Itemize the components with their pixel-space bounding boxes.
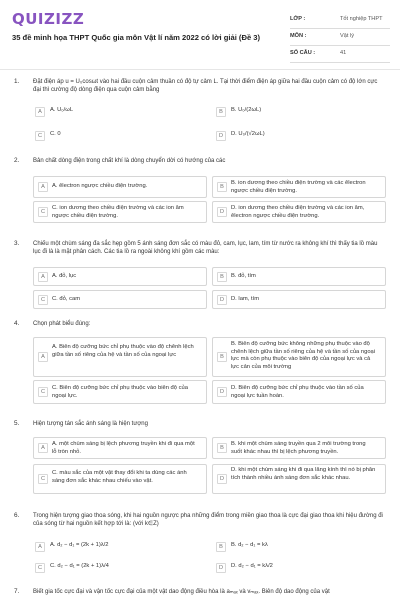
question-number: 1. xyxy=(14,78,20,85)
option-letter: B xyxy=(217,182,227,192)
option-text: B. khi một chùm sáng truyền qua 2 môi trường trong suốt khác nhau thì bị lệch phương truyền. xyxy=(231,441,366,455)
meta-value: 41 xyxy=(340,50,347,56)
option-letter: A xyxy=(38,272,48,282)
option-letter: D xyxy=(216,563,226,573)
question-number: 6. xyxy=(14,512,20,519)
option-letter: C xyxy=(35,563,45,573)
option-a[interactable] xyxy=(33,176,207,198)
option-letter: B xyxy=(217,443,227,453)
option-c[interactable] xyxy=(33,380,207,404)
option-text: B. d₂ − d₁ = kλ xyxy=(231,542,268,548)
meta-row-subject xyxy=(290,29,390,46)
question-text: Trong hiện tượng giao thoa sóng, khi hai nguồn ngược pha những điểm trong miền giao thoa là cực đại giao thoa khi hiệu đường đi của sóng từ hai nguồn kết hợp tới là: (với k∈Z) xyxy=(33,513,383,527)
option-letter: D xyxy=(217,387,227,397)
option-text: D. d₂ − d₁ = kλ/2 xyxy=(231,563,273,569)
option-text: C. Biên độ cưỡng bức chỉ phụ thuộc vào biên độ của ngoại lực. xyxy=(52,385,188,399)
option-text: D. khi một chùm sáng khi đi qua lăng kính thì nó bị phân tích thành nhiều ánh sáng đơn sắc khác nhau. xyxy=(231,467,376,481)
option-a[interactable] xyxy=(33,337,207,377)
option-a[interactable] xyxy=(33,437,207,459)
option-b[interactable] xyxy=(212,176,386,198)
document-title: 35 đề minh họa THPT Quốc gia môn Vật lí năm 2022 có lời giải (Đề 3) xyxy=(12,33,261,42)
question-number: 2. xyxy=(14,157,20,164)
option-text: B. U₀/(2ωL) xyxy=(231,107,262,113)
option-text: A. U₀/ωL xyxy=(50,107,74,113)
option-text: C. màu sắc của một vật thay đổi khi ta dùng các ánh sáng đơn sắc khác nhau chiếu vào vật. xyxy=(52,470,187,484)
option-b[interactable] xyxy=(212,267,386,286)
meta-table xyxy=(290,12,390,63)
question-text: Biết gia tốc cực đại và vận tốc cực đại của một vật dao động điều hòa là aₘₐₓ và vₘₐₓ. Biên độ dao động của vật xyxy=(33,589,330,595)
option-text: B. ion dương theo chiều điện trường và các êlectron ngược chiều điện trường. xyxy=(231,180,366,194)
question-number: 7. xyxy=(14,588,20,595)
meta-label: LỚP : xyxy=(290,16,306,22)
option-text: C. ion dương theo chiều điện trường và các ion âm ngược chiều điện trường. xyxy=(52,205,184,219)
option-letter: D xyxy=(217,295,227,305)
option-a[interactable] xyxy=(33,267,207,286)
option-text: B. Biên độ cưỡng bức không những phụ thuộc vào độ chênh lệch giữa tần số riêng của hệ và tần số của ngoại lực mà còn phụ thuộc vào biên độ của ngoại lực và cả lực cản của môi trường xyxy=(231,341,376,370)
option-letter: C xyxy=(38,207,48,217)
option-letter: C xyxy=(38,474,48,484)
option-text: B. đỏ, tím xyxy=(231,273,256,279)
option-text: C. d₂ − d₁ = (2k + 1)λ/4 xyxy=(50,563,109,569)
option-letter: B xyxy=(217,352,227,362)
question-text: Chọn phát biểu đúng: xyxy=(33,321,91,327)
option-b[interactable] xyxy=(212,337,386,377)
question-number: 4. xyxy=(14,320,20,327)
meta-value: Tốt nghiệp THPT xyxy=(340,16,383,22)
option-text: A. Biên độ cưỡng bức chỉ phụ thuộc vào độ chênh lệch giữa tần số riêng của hệ và tần số của ngoại lực xyxy=(52,344,194,358)
option-letter: A xyxy=(38,182,48,192)
option-c[interactable] xyxy=(33,464,207,494)
option-c[interactable] xyxy=(33,290,207,309)
meta-label: MÔN : xyxy=(290,33,307,39)
option-letter: B xyxy=(217,272,227,282)
option-text: D. lam, tím xyxy=(231,296,260,302)
meta-row-class xyxy=(290,12,390,29)
option-letter: D xyxy=(217,474,227,484)
option-text: C. đỏ, cam xyxy=(52,296,81,302)
option-letter: B xyxy=(216,107,226,117)
option-letter: C xyxy=(38,295,48,305)
meta-value: Vật lý xyxy=(340,33,354,39)
option-text: D. U₀/(√2ωL) xyxy=(231,131,265,137)
option-letter: D xyxy=(216,131,226,141)
option-text: A. d₂ − d₁ = (2k + 1)λ/2 xyxy=(50,542,109,548)
header-divider xyxy=(0,69,400,70)
question-number: 5. xyxy=(14,420,20,427)
option-text: A. đỏ, lục xyxy=(52,273,77,279)
option-d[interactable] xyxy=(212,464,386,494)
quizizz-logo: QUIZIZZ xyxy=(12,10,85,28)
meta-label: SỐ CÂU : xyxy=(290,50,316,56)
option-text: C. 0 xyxy=(50,131,61,137)
meta-row-count xyxy=(290,46,390,63)
option-text: A. êlectron ngược chiều điện trường. xyxy=(52,183,148,189)
option-b[interactable] xyxy=(212,437,386,459)
option-letter: C xyxy=(38,387,48,397)
option-text: D. Biên độ cưỡng bức chỉ phụ thuộc vào tần số của ngoại lực tuần hoàn. xyxy=(231,385,364,399)
question-text: Đặt điện áp u = U₀cosωt vào hai đầu cuộn cảm thuần có độ tự cảm L. Tại thời điểm điện áp giữa hai đầu cuộn cảm có độ lớn cực đại thì cường độ dòng điện qua cuộn cảm bằng xyxy=(33,79,378,93)
option-c[interactable] xyxy=(33,201,207,223)
option-letter: A xyxy=(38,352,48,362)
option-letter: C xyxy=(35,131,45,141)
option-text: D. ion dương theo chiều điện trường và các ion âm, êlectron ngược chiều điện trường. xyxy=(231,205,365,219)
option-letter: B xyxy=(216,542,226,552)
question-number: 3. xyxy=(14,240,20,247)
question-text: Bản chất dòng điện trong chất khí là dòng chuyển dời có hướng của các xyxy=(33,158,226,164)
option-letter: A xyxy=(35,542,45,552)
option-letter: D xyxy=(217,207,227,217)
option-letter: A xyxy=(38,443,48,453)
option-d[interactable] xyxy=(212,290,386,309)
option-letter: A xyxy=(35,107,45,117)
option-d[interactable] xyxy=(212,380,386,404)
page-header xyxy=(0,0,400,66)
question-text: Hiện tượng tán sắc ánh sáng là hiện tượng xyxy=(33,421,148,427)
question-text: Chiếu một chùm sáng đa sắc hẹp gồm 5 ánh sáng đơn sắc có màu đỏ, cam, lục, lam, tím từ nước ra không khí thì thấy tia lồ màu lục đi là là mặt phân cách. Các tia lồ ra ngoài không khí gồm các màu: xyxy=(33,241,378,255)
option-text: A. một chùm sáng bị lệch phương truyền khi đi qua một lỗ tròn nhỏ. xyxy=(52,441,195,455)
option-d[interactable] xyxy=(212,201,386,223)
